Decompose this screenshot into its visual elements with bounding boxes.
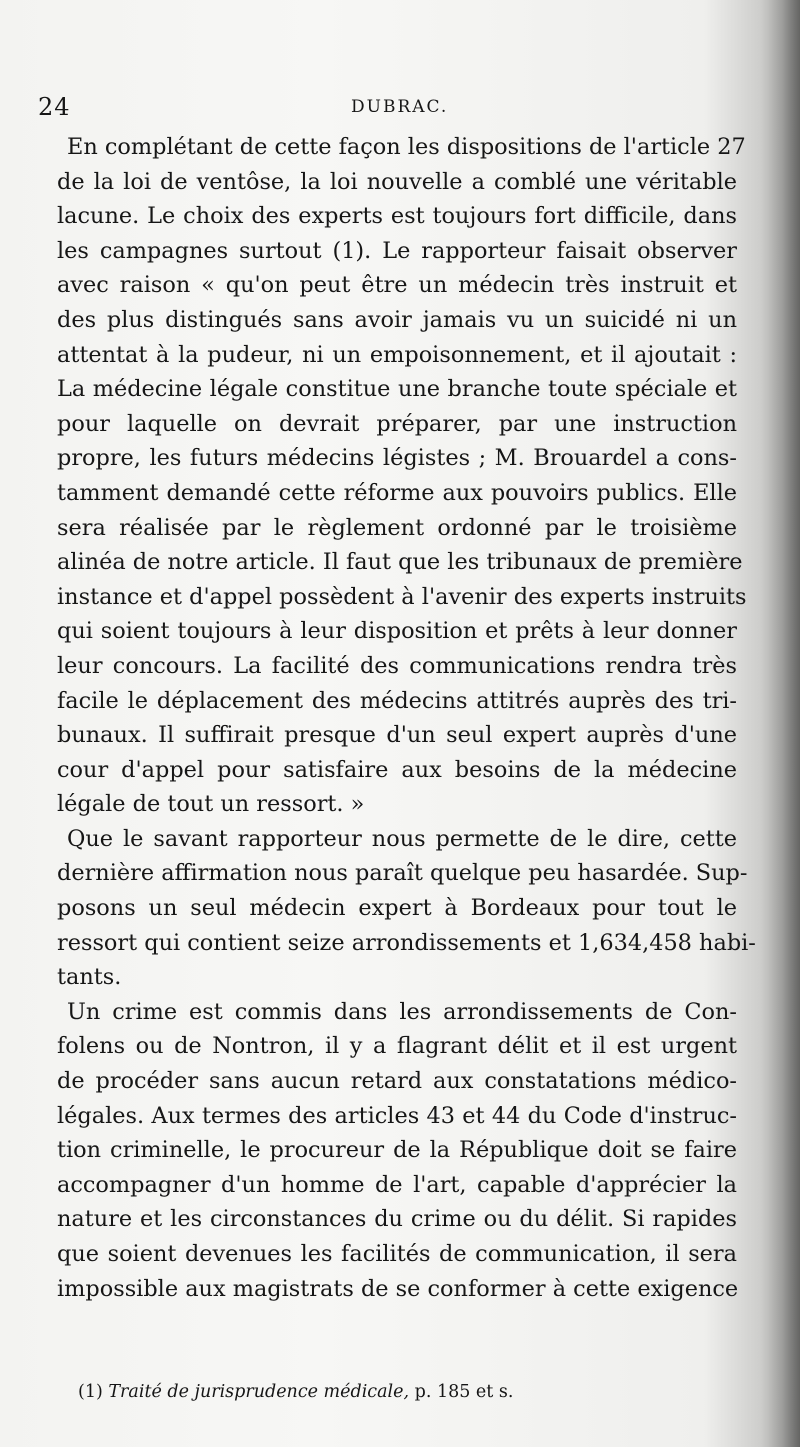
text-line: tants. [57,964,122,991]
text-line: folens ou de Nontron, il y a flagrant délit et il est urgent [57,1033,737,1060]
text-line: qui soient toujours à leur disposition et prêts à leur donner [57,618,737,645]
text-line: bunaux. Il suffirait presque d'un seul expert auprès d'une [57,722,737,749]
text-line: légale de tout un ressort. » [57,791,365,818]
text-line: sera réalisée par le règlement ordonné par le troisième [57,514,737,541]
text-line: tion criminelle, le procureur de la République doit se faire [57,1137,737,1164]
text-line: pour laquelle on devrait préparer, par une instruction [57,410,737,437]
text-line: leur concours. La facilité des communications rendra très [57,652,737,679]
text-line: facile le déplacement des médecins attitrés auprès des tri- [57,687,737,714]
text-line: impossible aux magistrats de se conformer à cette exigence [57,1275,739,1302]
text-line: attentat à la pudeur, ni un empoisonnement, et il ajoutait : [57,341,737,368]
text-line: lacune. Le choix des experts est toujours fort difficile, dans [57,203,737,230]
text-line: propre, les futurs médecins légistes ; M. Brouardel a cons- [57,445,737,472]
text-line: posons un seul médecin expert à Bordeaux pour tout le [57,895,737,922]
text-line: avec raison « qu'on peut être un médecin très instruit et [57,272,737,299]
paragraph [57,822,756,995]
page-header [38,93,744,123]
text-line: de procéder sans aucun retard aux constatations médico- [57,1068,737,1095]
text-line: Que le savant rapporteur nous permette de le dire, cette [67,825,737,852]
footnote-reference: p. 185 et s. [414,1382,514,1402]
text-line: accompagner d'un homme de l'art, capable d'apprécier la [57,1171,737,1198]
text-line: les campagnes surtout (1). Le rapporteur faisait observer [57,237,737,264]
text-line: que soient devenues les facilités de communication, il sera [57,1241,737,1267]
text-line: ressort qui contient seize arrondissements et 1,634,458 habi- [57,929,756,956]
page-edge-shadow [760,0,800,1447]
text-line: légales. Aux termes des articles 43 et 44 du Code d'instruc- [57,1102,737,1129]
text-line: cour d'appel pour satisfaire aux besoins de la médecine [57,756,737,783]
text-line: tamment demandé cette réforme aux pouvoirs publics. Elle [57,479,737,506]
paragraph [57,995,737,1306]
text-line: dernière affirmation nous paraît quelque peu hasardée. Sup- [57,860,748,887]
footnote [78,1382,513,1402]
text-line: instance et d'appel possèdent à l'avenir des experts instruits [57,583,747,610]
text-line: alinéa de notre article. Il faut que les tribunaux de première [57,549,743,576]
paragraph [57,130,747,822]
text-line: Un crime est commis dans les arrondissements de Con- [67,998,737,1025]
page-number: 24 [38,93,71,121]
text-line: nature et les circonstances du crime ou du délit. Si rapides [57,1206,737,1233]
body-text [57,130,756,1306]
text-line: de la loi de ventôse, la loi nouvelle a comblé une véritable [57,168,737,195]
text-line: La médecine légale constitue une branche toute spéciale et [57,376,737,403]
text-line: En complétant de cette façon les dispositions de l'article 27 [67,134,746,160]
footnote-title: Traité de jurisprudence médicale, [108,1382,410,1402]
text-line: des plus distingués sans avoir jamais vu un suicidé ni un [57,306,737,333]
running-head: DUBRAC. [351,97,449,117]
footnote-marker: (1) [78,1382,103,1402]
